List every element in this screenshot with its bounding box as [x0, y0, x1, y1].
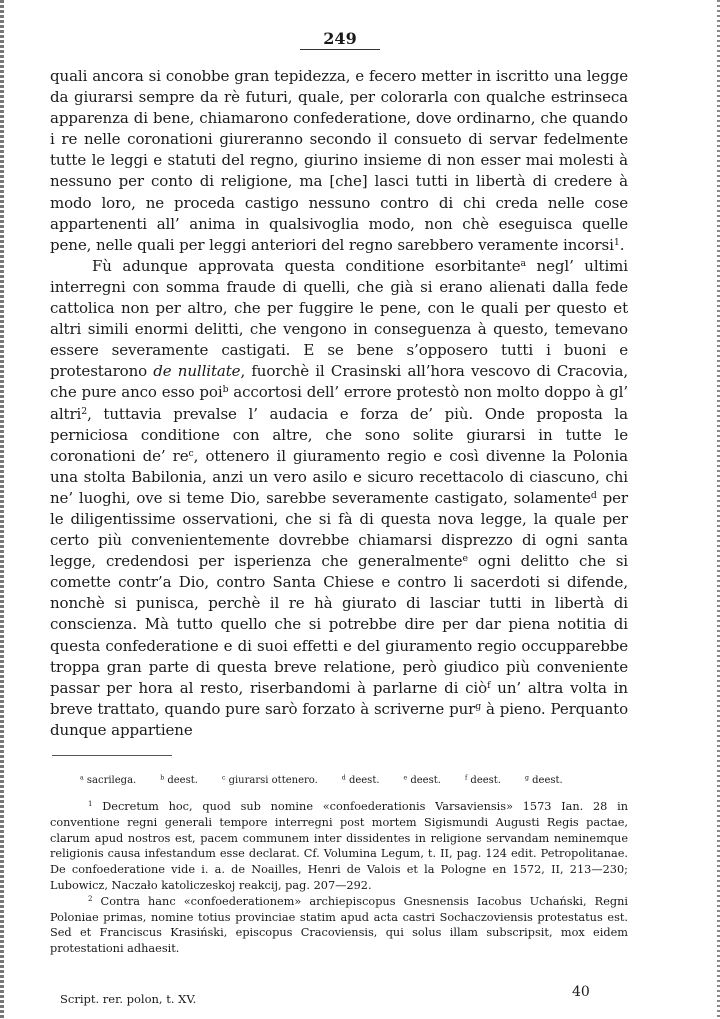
- note-marker: e: [462, 553, 468, 565]
- critical-note: $^b$ deest.: [160, 774, 198, 786]
- note-marker: 2: [81, 405, 88, 417]
- note-marker: d: [590, 489, 597, 501]
- note-marker: a: [80, 774, 84, 782]
- paragraph-1: quali ancora si conobbe gran tepidezza, e fecero metter in iscritto una legge da giurarsi sempre da rè futuri, quale, per colorarla con qualche estrinseca apparenza di bene, chiamarono confederatione, dove ordinarno, che quando i re nelle coronationi giureranno secondo il consueto di servar fedelmente tutte le leggi e statuti del regno, giurino insieme di non esser mai molesti à nessuno per conto di religione, ma [che] lasci tutti in libertà di credere à modo loro, ne proceda castigo nessuno contro di chi creda nelle cose appartenenti all’ anima in qualsivoglia modo, non chè eseguisca quelle pene, nelle quali per leggi anteriori del regno sarebbero veramente incorsi$^1$.: [50, 67, 628, 254]
- critical-note: $^a$ sacrilega.: [80, 774, 137, 786]
- footnotes: [50, 799, 628, 957]
- note-marker: 1: [88, 800, 93, 809]
- note-marker: b: [160, 774, 165, 782]
- critical-note: $^f$ deest.: [464, 774, 501, 786]
- note-marker: e: [403, 774, 408, 782]
- paragraph-2: Fù adunque approvata questa conditione esorbitante$^a$ negl’ ultimi interregni con somma fraude di quelli, che già si erano alienati dalla fede cattolica non per altro, che per fuggire le pene, con le quali per questo et altri simili enormi delitti, che vengono in conseguenza à questo, temevano essere severamente castigati. E se bene s’opposero tutti i buoni e protestarono de nullitate, fuorchè il Crasinski all’hora vescovo di Cracovia, che pure anco esso poi$^b$ accortosi dell’ errore protestò non molto doppo à gl’ altri$^2$, tuttavia prevalse l’ audacia e forza de’ più. Onde proposta la perniciosa conditione con altre, che sono solite giurarsi in tutte le coronationi de’ $re^c$, ottenero il giuramento regio e così divenne la Polonia una stolta Babilonia, anzi un vero asilo e sicuro recettacolo di ciascuno, chi ne’ luoghi, ove si teme Dio, sarebbe severamente castigato, solamente$^d$ per le diligentissime osservationi, che si fà di questa nova legge, la quale per certo più convenientemente dovrebbe chiamarsi disprezzo di ogni santa legge, credendosi per isperienza che generalmente$^e$ ogni delitto che si comette contr’a Dio, contro Santa Chiese e contro li sacerdoti si difende, nonchè si punisca, perchè il re hà giurato di lasciar tutti in libertà di conscienza. Mà tutto quello che si potrebbe dire per dar piena notitia di questa confederatione e di suoi effetti e del giuramento regio occupparebbe troppa gran parte di questa breve relatione, però giudico più conveniente passar per hora al resto, riserbandomi à parlarne di ciò$^f$ un’ altra volta in breve trattato, quando pure sarò forzato à scriverne pur$^g$ à pieno. Perquanto dunque appartiene: [50, 256, 629, 739]
- note-marker: c: [221, 774, 226, 782]
- note-marker: a: [520, 257, 526, 269]
- footnote-rule: [52, 755, 172, 756]
- sheet-number: 40: [572, 984, 590, 1000]
- note-marker: 1: [613, 236, 620, 248]
- page-number-rule: [300, 49, 380, 50]
- critical-note: $^g$ deest.: [524, 774, 563, 786]
- signature-mark: Script. rer. polon, t. XV.: [60, 992, 197, 1006]
- footnote-2: $^2$ Contra hanc «confoederationem» archiepiscopus Gnesnensis Iacobus Uchański, Regni Poloniae primas, nomine totius provinciae statim apud acta castri Sochaczoviensis protestatus est. Sed et Franciscus Krasiński, episcopus Cracoviensis, qui solus illam subscripsit, mox eidem protestationi adhaesit.: [50, 894, 628, 956]
- critical-apparatus: [80, 774, 640, 788]
- note-marker: b: [222, 384, 229, 396]
- note-marker: f: [464, 774, 468, 782]
- note-marker: f: [487, 679, 491, 691]
- scan-edge-left: [0, 0, 4, 1019]
- page-number: 249: [323, 29, 357, 48]
- italic-phrase: de nullitate: [153, 362, 241, 381]
- note-marker: d: [341, 774, 346, 782]
- main-text: [50, 66, 628, 741]
- critical-note: $^e$ deest.: [403, 774, 441, 786]
- note-marker: 2: [88, 894, 93, 903]
- note-marker: g: [475, 700, 482, 712]
- note-marker: c: [188, 447, 194, 459]
- note-marker: g: [524, 774, 529, 782]
- critical-note: $^c$ giurarsi ottenero.: [221, 774, 318, 786]
- footnote-1: $^1$ Decretum hoc, quod sub nomine «confoederationis Varsaviensis» 1573 Ian. 28 in conventione regni generali tempore interregni post mortem Sigismundi Augusti Regis pactae, clarum apud nostros est, pacem communem inter dissidentes in religione servandam neminemque religionis causa infestandum esse declarat. Cf. Volumina Legum, t. II, pag. 124 edit. Petropolitanae. De confoederatione vide i. a. de Noailles, Henri de Valois et la Pologne en 1572, II, 213—230; Lubowicz, Naczało katoliczeskoj reakcij, pag. 207—292.: [50, 800, 628, 892]
- critical-note: $^d$ deest.: [341, 774, 380, 786]
